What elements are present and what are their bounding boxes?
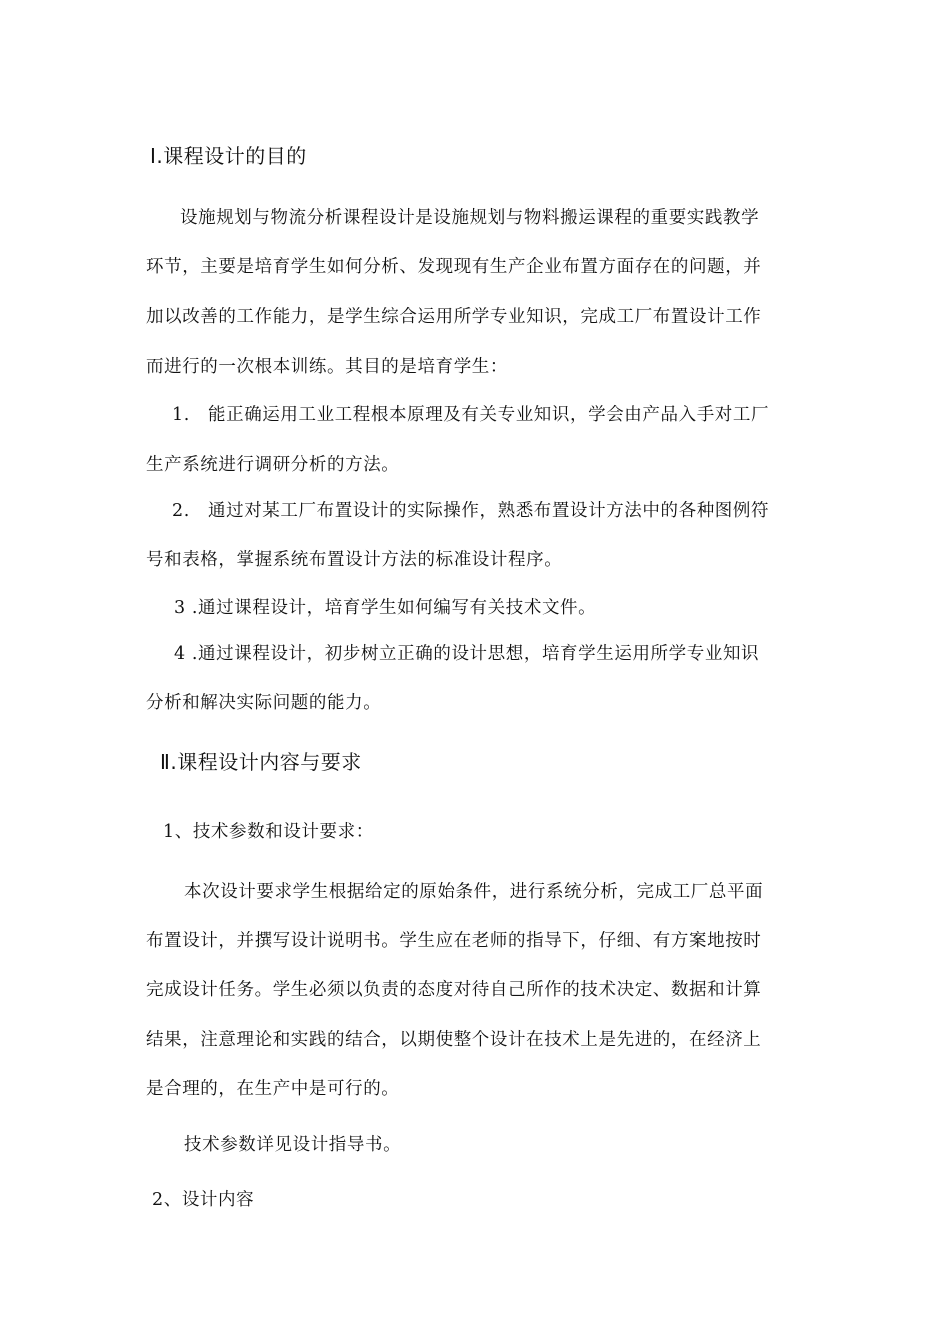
paragraph-line: 而进行的一次根本训练。其目的是培育学生： — [146, 357, 508, 377]
paragraph-line: 本次设计要求学生根据给定的原始条件，进行系统分析，完成工厂总平面 — [184, 882, 764, 902]
list-item-line: 4 .通过课程设计，初步树立正确的设计思想，培育学生运用所学专业知识 — [174, 644, 760, 664]
list-item-line: 3 .通过课程设计，培育学生如何编写有关技术文件。 — [174, 598, 597, 618]
list-item-line: 分析和解决实际问题的能力。 — [146, 693, 382, 713]
paragraph-line: 是合理的，在生产中是可行的。 — [146, 1079, 400, 1099]
paragraph-line: 设施规划与物流分析课程设计是设施规划与物料搬运课程的重要实践教学 — [180, 208, 760, 228]
note-line: 技术参数详见设计指导书。 — [184, 1135, 402, 1155]
list-item-line: 号和表格，掌握系统布置设计方法的标准设计程序。 — [146, 550, 563, 570]
list-item-line: 生产系统进行调研分析的方法。 — [146, 455, 400, 475]
section-heading-purpose: Ⅰ.课程设计的目的 — [150, 144, 307, 168]
subsection-title: 2、设计内容 — [152, 1190, 255, 1210]
paragraph-line: 完成设计任务。学生必须以负责的态度对待自己所作的技术决定、数据和计算 — [146, 980, 762, 1000]
list-item-line: 1. 能正确运用工业工程根本原理及有关专业知识，学会由产品入手对工厂 — [172, 405, 770, 425]
paragraph-line: 布置设计，并撰写设计说明书。学生应在老师的指导下，仔细、有方案地按时 — [146, 931, 762, 951]
paragraph-line: 环节，主要是培育学生如何分析、发现现有生产企业布置方面存在的问题，并 — [146, 257, 762, 277]
list-item-line: 2. 通过对某工厂布置设计的实际操作，熟悉布置设计方法中的各种图例符 — [172, 501, 770, 521]
section-heading-content: Ⅱ.课程设计内容与要求 — [160, 750, 362, 774]
subsection-title: 1、技术参数和设计要求： — [163, 822, 374, 842]
paragraph-line: 结果，注意理论和实践的结合，以期使整个设计在技术上是先进的，在经济上 — [146, 1030, 762, 1050]
paragraph-line: 加以改善的工作能力，是学生综合运用所学专业知识，完成工厂布置设计工作 — [146, 307, 762, 327]
